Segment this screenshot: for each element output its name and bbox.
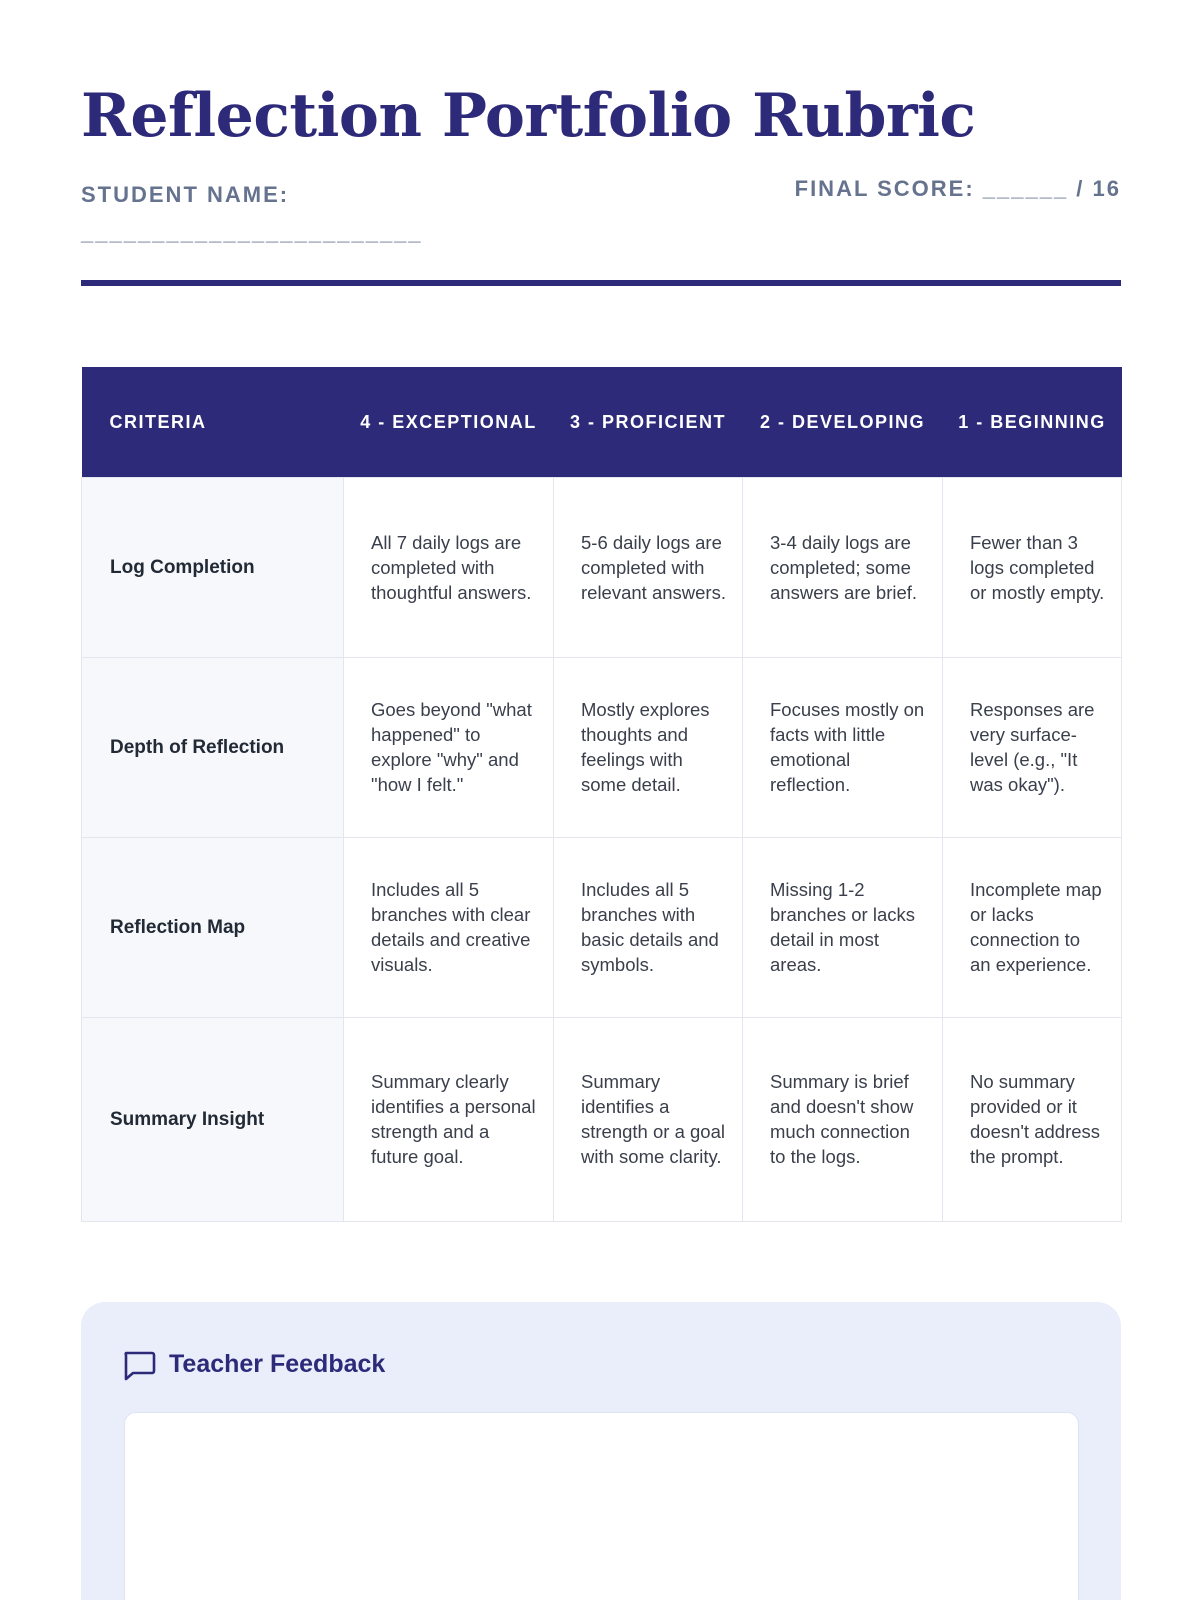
feedback-input-area[interactable] [124, 1412, 1079, 1600]
level-3-cell: Mostly explores thoughts and feelings with some detail. [554, 657, 743, 837]
level-4-cell: Goes beyond "what happened" to explore "why" and "how I felt." [344, 657, 554, 837]
header-level-3: 3 - PROFICIENT [554, 367, 743, 477]
level-4-cell: All 7 daily logs are completed with thoughtful answers. [344, 477, 554, 657]
criteria-cell: Log Completion [82, 477, 344, 657]
level-4-cell: Summary clearly identifies a personal strength and a future goal. [344, 1017, 554, 1221]
table-row [82, 477, 1122, 657]
level-2-cell: Focuses mostly on facts with little emotional reflection. [743, 657, 943, 837]
header-level-1: 1 - BEGINNING [943, 367, 1122, 477]
level-2-cell: Summary is brief and doesn't show much connection to the logs. [743, 1017, 943, 1221]
final-score-field: FINAL SCORE: ______ / 16 [794, 176, 1121, 201]
level-2-cell: 3-4 daily logs are completed; some answers are brief. [743, 477, 943, 657]
header-divider [81, 280, 1121, 286]
header-criteria: CRITERIA [82, 367, 344, 477]
table-row [82, 657, 1122, 837]
table-row [82, 1017, 1122, 1221]
criteria-cell: Summary Insight [82, 1017, 344, 1221]
level-3-cell: 5-6 daily logs are completed with relevant answers. [554, 477, 743, 657]
level-2-cell: Missing 1-2 branches or lacks detail in most areas. [743, 837, 943, 1017]
speech-bubble-icon [122, 1350, 156, 1382]
page-title: Reflection Portfolio Rubric [81, 81, 976, 151]
criteria-cell: Depth of Reflection [82, 657, 344, 837]
level-1-cell: No summary provided or it doesn't address the prompt. [943, 1017, 1122, 1221]
header-level-4: 4 - EXCEPTIONAL [344, 367, 554, 477]
level-1-cell: Incomplete map or lacks connection to an experience. [943, 837, 1122, 1017]
level-1-cell: Responses are very surface-level (e.g., "It was okay"). [943, 657, 1122, 837]
feedback-title: Teacher Feedback [169, 1350, 386, 1378]
level-4-cell: Includes all 5 branches with clear details and creative visuals. [344, 837, 554, 1017]
student-name-field: STUDENT NAME: ________________________ [81, 182, 423, 245]
teacher-feedback-section [81, 1302, 1121, 1600]
header-level-2: 2 - DEVELOPING [743, 367, 943, 477]
table-header-row [82, 367, 1122, 477]
level-1-cell: Fewer than 3 logs completed or mostly empty. [943, 477, 1122, 657]
rubric-table [81, 367, 1122, 1222]
table-row [82, 837, 1122, 1017]
level-3-cell: Includes all 5 branches with basic details and symbols. [554, 837, 743, 1017]
level-3-cell: Summary identifies a strength or a goal with some clarity. [554, 1017, 743, 1221]
criteria-cell: Reflection Map [82, 837, 344, 1017]
